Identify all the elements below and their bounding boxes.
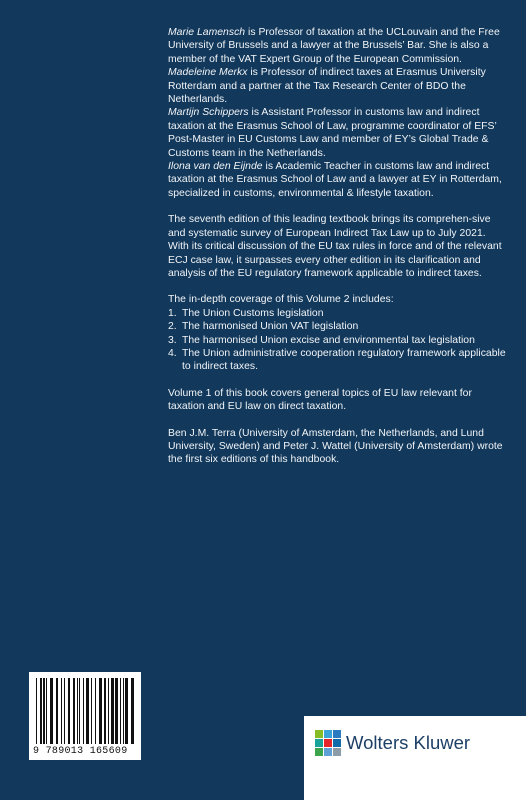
author-bio-text: is Assistant Professor in customs law and indirect taxation at the Erasmus School of Law, programme coordinator of EFS’ Post-Master in EU Customs Law and member of EY’s Global Trade & Customs team in the Netherlands. [168, 107, 497, 159]
volume1-note: Volume 1 of this book covers general topics of EU law relevant for taxation and EU law on direct taxation. [168, 387, 472, 413]
author-bio-text: is Academic Teacher in customs law and indirect taxation at the Erasmus School of Law and a lawyer at EY in Rotterdam, specialized in customs, environmental & lifestyle taxation. [168, 161, 502, 199]
book-description: The seventh edition of this leading textbook brings its comprehen-sive and systematic survey of European Indirect Tax Law up to July 2021. With its critical discussion of the EU tax rules in force and of the relevant ECJ case law, it surpasses every other edition in its clarification and analysis of the EU regulatory framework applicable to indirect taxes. [168, 214, 502, 279]
publisher-logo [304, 716, 526, 800]
author-bio [168, 106, 508, 160]
author-name: Ilona van den Eijnde [168, 161, 263, 173]
list-item: 2. The harmonised Union VAT legislation [168, 321, 359, 333]
author-bio-text: is Professor of taxation at the UCLouvain and the Free University of Brussels and a lawyer at the Brussels’ Bar. She is also a member of the VAT Expert Group of the European Commission. [168, 27, 500, 65]
author-bio [168, 26, 508, 66]
wolters-kluwer-logo-icon [314, 729, 342, 757]
previous-authors-note: Ben J.M. Terra (University of Amsterdam, the Netherlands, and Lund University, Sweden) and Peter J. Wattel (University of Amsterdam) wrote the first six editions of this handbook. [168, 427, 503, 466]
list-item: 3. The harmonised Union excise and environmental tax legislation [168, 334, 475, 346]
list-item: 4. The Union administrative cooperation regulatory framework applicable to indirect taxes. [168, 347, 506, 373]
barcode-icon [34, 678, 136, 744]
author-bio [168, 160, 508, 200]
coverage-intro: The in-depth coverage of this Volume 2 includes: [168, 294, 394, 306]
author-name: Marie Lamensch [168, 27, 246, 38]
isbn-barcode [29, 672, 141, 760]
list-item: 1. The Union Customs legislation [168, 307, 324, 319]
publisher-name: Wolters Kluwer [346, 732, 471, 753]
coverage-list [168, 307, 508, 374]
author-bio-text: is Professor of indirect taxes at Erasmus University Rotterdam and a partner at the Tax Research Center of BDO the Netherlands. [168, 67, 486, 106]
author-name: Madeleine Merkx [168, 67, 248, 79]
back-cover-text [168, 26, 508, 467]
author-name: Martijn Schippers [168, 107, 249, 119]
author-bio [168, 66, 508, 106]
isbn-digits: 9 789013 165609 [33, 746, 128, 757]
